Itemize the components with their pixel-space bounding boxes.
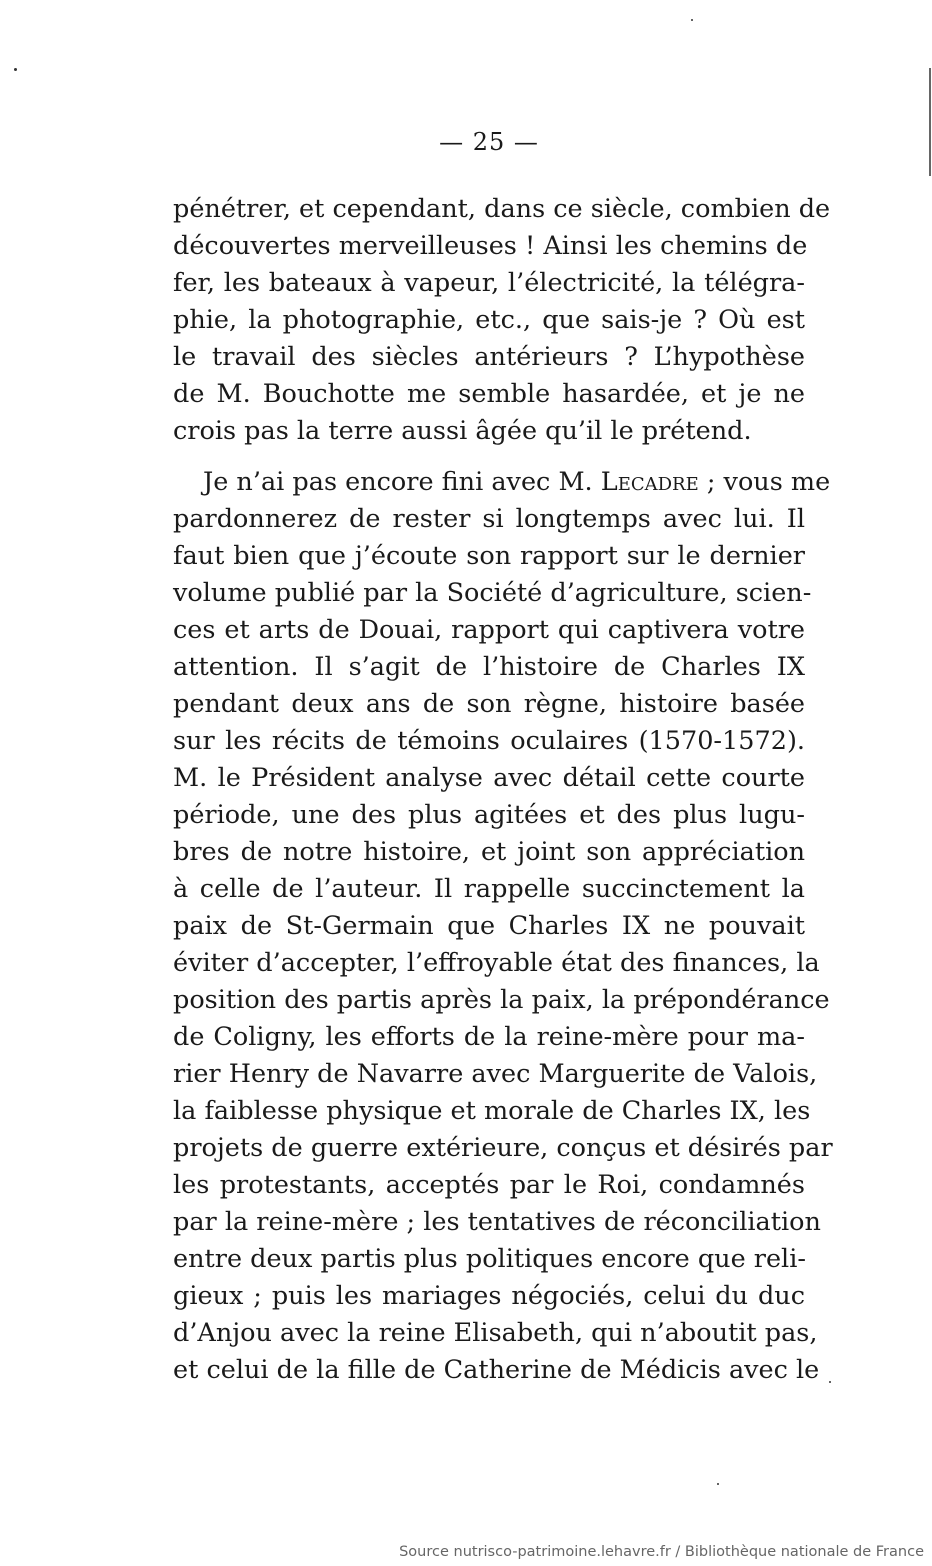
text-line: fer, les bateaux à vapeur, l’électricité, la télégra- bbox=[173, 268, 805, 298]
text-line: éviter d’accepter, l’effroyable état des finances, la bbox=[173, 948, 820, 978]
text-line: paix de St-Germain que Charles IX ne pouvait bbox=[173, 911, 805, 941]
text-line: découvertes merveilleuses ! Ainsi les chemins de bbox=[173, 231, 808, 261]
text-line: gieux ; puis les mariages négociés, celui du duc bbox=[173, 1281, 805, 1311]
text-line: pénétrer, et cependant, dans ce siècle, combien de bbox=[173, 194, 831, 224]
text-line: et celui de la fille de Catherine de Médicis avec le bbox=[173, 1355, 820, 1385]
text-line: attention. Il s’agit de l’histoire de Charles IX bbox=[173, 652, 805, 682]
text-line: pardonnerez de rester si longtemps avec lui. Il bbox=[173, 504, 805, 534]
paragraph-2 bbox=[173, 464, 833, 1389]
text-line: faut bien que j’écoute son rapport sur le dernier bbox=[173, 541, 805, 571]
text-line-start: Je n’ai pas encore fini avec M. bbox=[203, 467, 601, 497]
text-line: sur les récits de témoins oculaires (1570-1572). bbox=[173, 726, 805, 756]
source-attribution: Source nutrisco-patrimoine.lehavre.fr / Bibliothèque nationale de France bbox=[399, 1544, 924, 1560]
text-line: entre deux partis plus politiques encore que reli- bbox=[173, 1244, 806, 1274]
scan-speck bbox=[14, 68, 17, 71]
paragraph-1 bbox=[173, 191, 831, 450]
page-number: — 25 — bbox=[439, 128, 539, 156]
text-line: les protestants, acceptés par le Roi, condamnés bbox=[173, 1170, 805, 1200]
text-line: phie, la photographie, etc., que sais-je ? Où est bbox=[173, 305, 805, 335]
text-line: de M. Bouchotte me semble hasardée, et je ne bbox=[173, 379, 805, 409]
scan-speck bbox=[829, 1381, 831, 1383]
text-line: période, une des plus agitées et des plus lugu- bbox=[173, 800, 805, 830]
text-line bbox=[173, 464, 831, 501]
scan-speck bbox=[717, 1483, 719, 1485]
text-line: d’Anjou avec la reine Elisabeth, qui n’aboutit pas, bbox=[173, 1318, 818, 1348]
text-line-end: ; vous me bbox=[698, 467, 831, 497]
text-line: M. le Président analyse avec détail cette courte bbox=[173, 763, 805, 793]
author-name: Lecadre bbox=[600, 467, 699, 497]
text-line: pendant deux ans de son règne, histoire basée bbox=[173, 689, 805, 719]
scan-edge-mark bbox=[929, 68, 931, 176]
text-line: par la reine-mère ; les tentatives de réconciliation bbox=[173, 1207, 821, 1237]
text-line: de Coligny, les efforts de la reine-mère pour ma- bbox=[173, 1022, 805, 1052]
scan-speck bbox=[691, 19, 693, 21]
text-line: bres de notre histoire, et joint son appréciation bbox=[173, 837, 805, 867]
text-line: position des partis après la paix, la prépondérance bbox=[173, 985, 830, 1015]
text-line: à celle de l’auteur. Il rappelle succinctement la bbox=[173, 874, 805, 904]
text-line: ces et arts de Douai, rapport qui captivera votre bbox=[173, 615, 805, 645]
text-line: projets de guerre extérieure, conçus et désirés par bbox=[173, 1133, 833, 1163]
text-line: volume publié par la Société d’agriculture, scien- bbox=[173, 578, 812, 608]
text-line: crois pas la terre aussi âgée qu’il le prétend. bbox=[173, 416, 752, 446]
text-line: le travail des siècles antérieurs ? L’hypothèse bbox=[173, 342, 805, 372]
text-line: rier Henry de Navarre avec Marguerite de Valois, bbox=[173, 1059, 818, 1089]
text-line: la faiblesse physique et morale de Charles IX, les bbox=[173, 1096, 811, 1126]
